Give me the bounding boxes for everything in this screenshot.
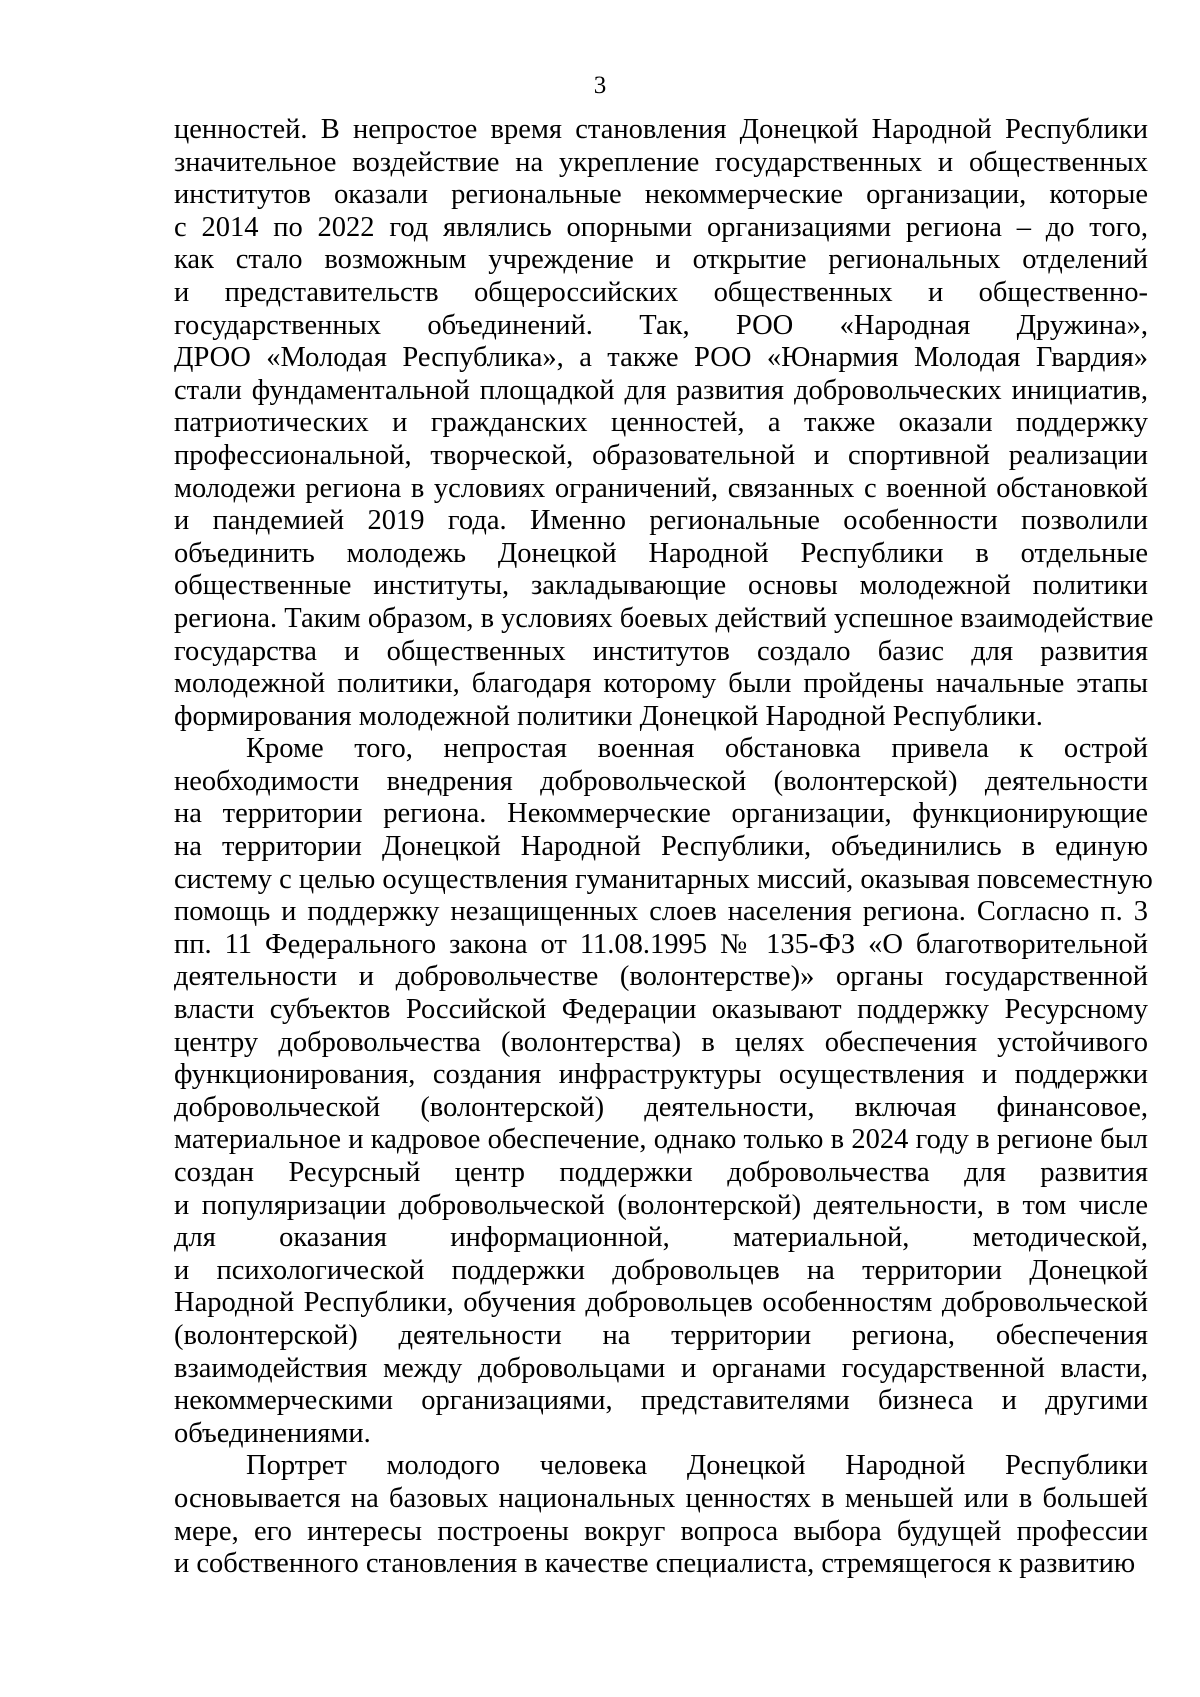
text-line: государства и общественных институтов создало базис для развития (174, 635, 1148, 667)
text-line: деятельности и добровольчестве (волонтерстве)» органы государственной (174, 961, 1148, 993)
text-line: ценностей. В непростое время становления Донецкой Народной Республики (174, 114, 1148, 145)
text-line: функционирования, создания инфраструктуры осуществления и поддержки (174, 1059, 1148, 1091)
text-line: профессиональной, творческой, образовательной и спортивной реализации (174, 439, 1148, 471)
text-line: власти субъектов Российской Федерации оказывают поддержку Ресурсному (174, 994, 1148, 1026)
text-line: и психологической поддержки добровольцев на территории Донецкой (174, 1254, 1148, 1286)
text-line: Кроме того, непростая военная обстановка привела к острой (246, 733, 1148, 765)
text-line: региона. Таким образом, в условиях боевых действий успешное взаимодействие (174, 602, 1154, 634)
text-line: государственных объединений. Так, РОО «Народная Дружина», (174, 309, 1148, 341)
text-line: объединениями. (174, 1417, 371, 1449)
paragraph (174, 733, 1153, 1450)
text-line: стали фундаментальной площадкой для развития добровольческих инициатив, (174, 374, 1148, 406)
text-line: патриотических и гражданских ценностей, а также оказали поддержку (174, 407, 1148, 439)
text-line: и собственного становления в качестве специалиста, стремящегося к развитию (174, 1548, 1136, 1580)
text-line: и представительств общероссийских общественных и общественно- (174, 276, 1148, 308)
text-line: с 2014 по 2022 год являлись опорными организациями региона – до того, (174, 211, 1148, 243)
document-body (174, 114, 1154, 1581)
text-line: мере, его интересы построены вокруг вопроса выбора будущей профессии (174, 1515, 1148, 1547)
text-line: взаимодействия между добровольцами и органами государственной власти, (174, 1352, 1148, 1384)
text-line: пп. 11 Федерального закона от 11.08.1995 № 135-ФЗ «О благотворительной (174, 928, 1148, 960)
text-line: основывается на базовых национальных ценностях в меньшей или в большей (174, 1482, 1148, 1514)
text-line: Портрет молодого человека Донецкой Народной Республики (246, 1450, 1148, 1482)
text-line: систему с целью осуществления гуманитарных миссий, оказывая повсеместную (174, 863, 1153, 895)
text-line: молодежи региона в условиях ограничений, связанных с военной обстановкой (174, 472, 1148, 504)
text-line: необходимости внедрения добровольческой (волонтерской) деятельности (174, 765, 1148, 797)
text-line: объединить молодежь Донецкой Народной Республики в отдельные (174, 537, 1148, 569)
text-line: формирования молодежной политики Донецкой Народной Республики. (174, 700, 1043, 732)
text-line: создан Ресурсный центр поддержки добровольчества для развития (174, 1157, 1148, 1188)
text-line: ДРОО «Молодая Республика», а также РОО «Юнармия Молодая Гвардия» (174, 342, 1148, 374)
text-line: значительное воздействие на укрепление государственных и общественных (174, 146, 1148, 178)
text-line: для оказания информационной, материальной, методической, (174, 1222, 1148, 1254)
text-line: как стало возможным учреждение и открытие региональных отделений (174, 244, 1148, 276)
text-line: (волонтерской) деятельности на территории региона, обеспечения (174, 1319, 1148, 1351)
text-line: центру добровольчества (волонтерства) в целях обеспечения устойчивого (174, 1026, 1148, 1058)
text-line: общественные институты, закладывающие основы молодежной политики (174, 570, 1148, 602)
text-line: институтов оказали региональные некоммерческие организации, которые (174, 179, 1148, 211)
text-line: и пандемией 2019 года. Именно региональные особенности позволили (174, 505, 1148, 537)
text-line: некоммерческими организациями, представителями бизнеса и другими (174, 1385, 1148, 1417)
text-line: на территории Донецкой Народной Республики, объединились в единую (174, 831, 1148, 863)
text-line: помощь и поддержку незащищенных слоев населения региона. Согласно п. 3 (174, 896, 1148, 928)
paragraph (174, 114, 1154, 733)
text-line: молодежной политики, благодаря которому были пройдены начальные этапы (174, 668, 1148, 700)
page-number: 3 (593, 72, 607, 99)
paragraph (174, 1450, 1148, 1580)
text-line: добровольческой (волонтерской) деятельности, включая финансовое, (174, 1091, 1148, 1123)
text-line: на территории региона. Некоммерческие организации, функционирующие (174, 798, 1148, 830)
text-line: и популяризации добровольческой (волонтерской) деятельности, в том числе (174, 1189, 1148, 1221)
text-line: Народной Республики, обучения добровольцев особенностям добровольческой (174, 1287, 1148, 1319)
text-line: материальное и кадровое обеспечение, однако только в 2024 году в регионе был (174, 1124, 1148, 1156)
